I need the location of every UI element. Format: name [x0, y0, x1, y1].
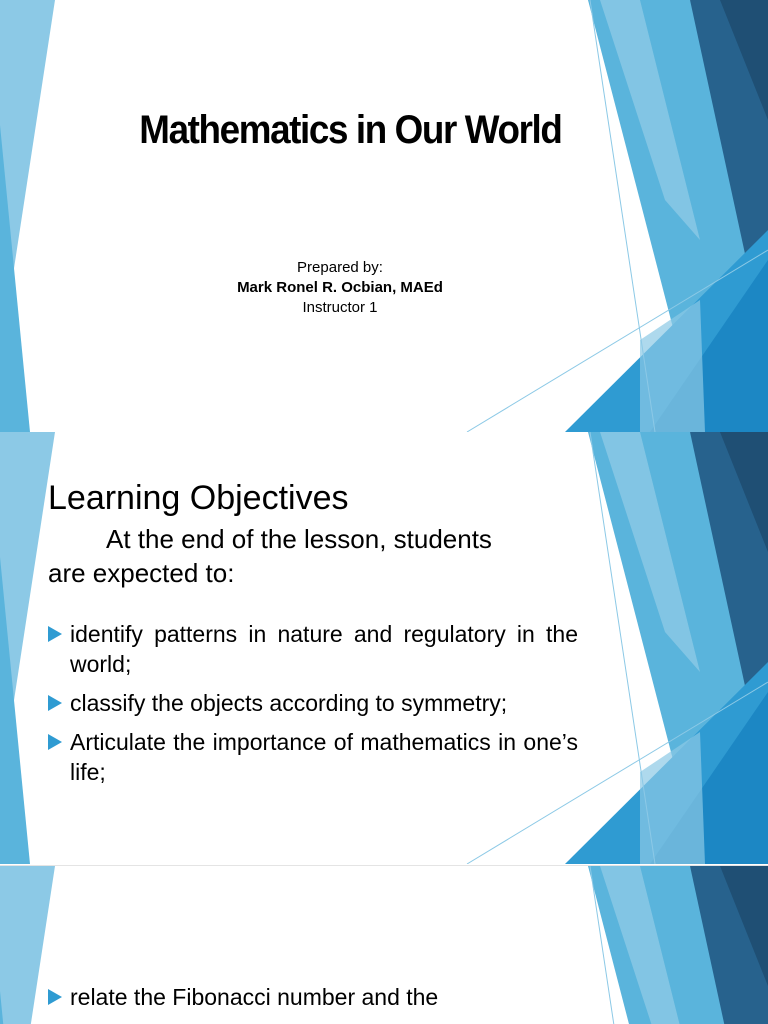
author-name: Mark Ronel R. Ocbian, MAEd: [237, 279, 443, 296]
list-item-text: Articulate the importance of mathematics in one’s life;: [70, 729, 578, 785]
slide-background-decoration: [0, 0, 768, 432]
bullet-arrow-icon: [48, 734, 62, 750]
list-item-text: classify the objects according to symmetry;: [70, 690, 508, 716]
prepared-by-label: Prepared by:: [297, 259, 383, 276]
slide-title: Mathematics in Our World: [139, 108, 562, 152]
list-item-text: relate the Fibonacci number and the: [70, 984, 439, 1010]
title-slide: [0, 0, 768, 432]
objectives-heading: Learning Objectives: [48, 479, 349, 517]
bullet-arrow-icon: [48, 695, 62, 711]
list-item: [48, 688, 578, 718]
list-item: [48, 619, 578, 679]
objectives-intro: [48, 522, 568, 590]
bullet-arrow-icon: [48, 626, 62, 642]
list-item-text: identify patterns in nature and regulatory in the world;: [70, 621, 578, 677]
intro-line-2: are expected to:: [48, 558, 235, 588]
list-item: [48, 727, 578, 787]
author-role: Instructor 1: [302, 299, 378, 316]
bullet-arrow-icon: [48, 989, 62, 1005]
intro-line-1: At the end of the lesson, students: [106, 524, 492, 554]
list-item: [48, 982, 578, 1012]
